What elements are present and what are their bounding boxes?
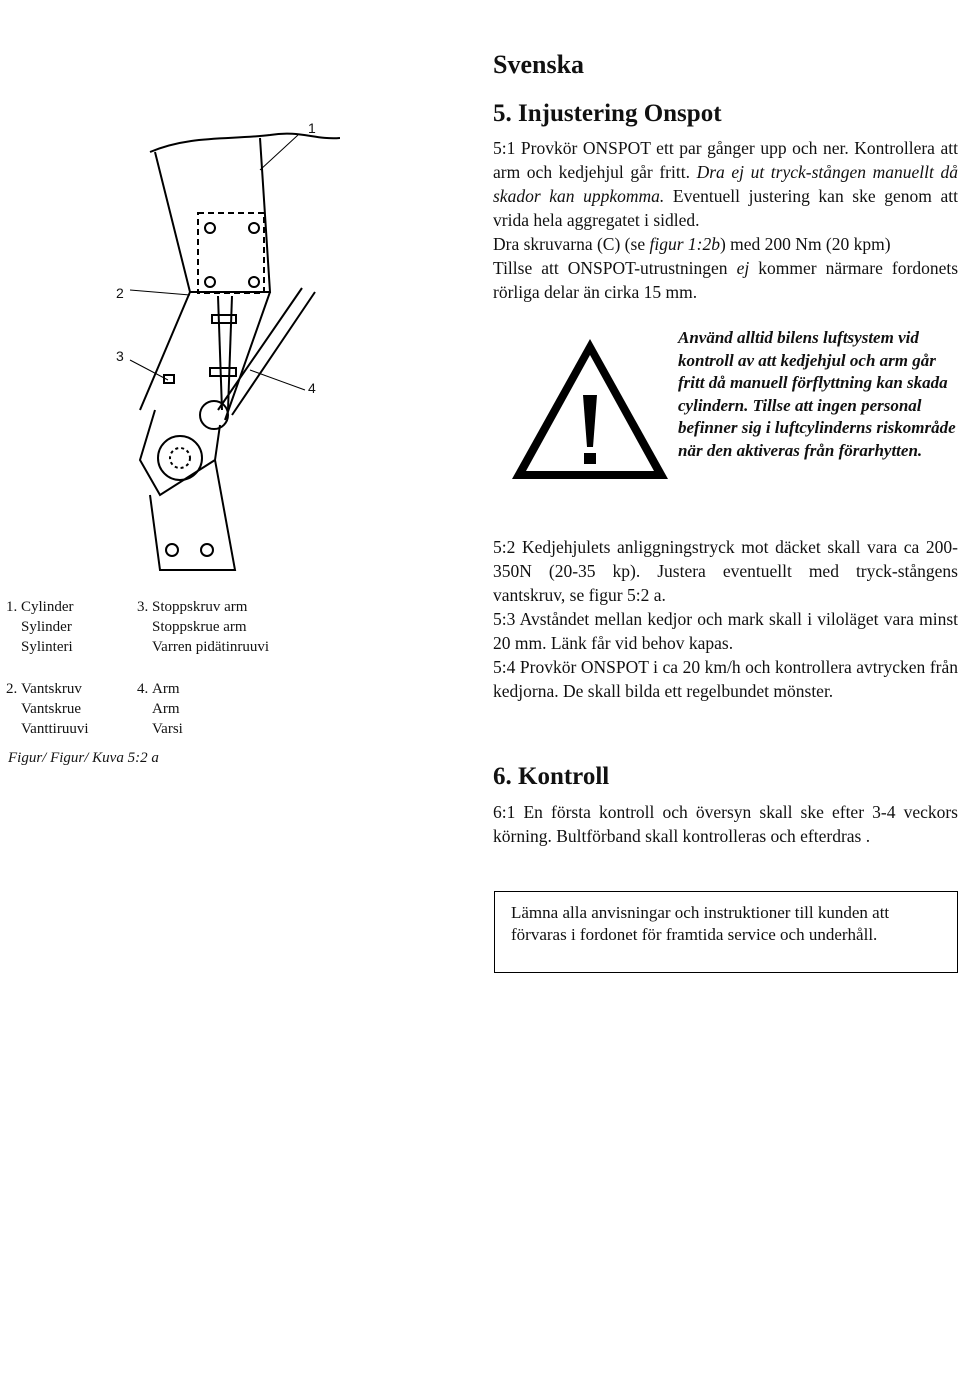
section-5-heading: 5. Injustering Onspot	[493, 100, 722, 127]
callout-4: 4	[308, 380, 316, 396]
section-5-text-continued	[493, 535, 958, 703]
warning-triangle-icon	[508, 335, 672, 485]
paragraph-5-3: 5:3 Avståndet mellan kedjor och mark skall i viloläget vara minst 20 mm. Länk får vid behov kapas.	[493, 609, 958, 653]
paragraph-torque: Dra skruvarna (C) (se figur 1:2b) med 200 Nm (20 kpm)	[493, 234, 891, 254]
figure-caption: Figur/ Figur/ Kuva 5:2 a	[8, 750, 159, 766]
mount-plate	[198, 213, 264, 293]
paragraph-5-1: 5:1 Provkör ONSPOT ett par gånger upp och ner. Kontrollera att arm och kedjehjul går fritt. Dra ej ut tryck-stången manuellt då skador kan uppkomma. Eventuell justering kan ske genom att vrida hela aggregatet i sidled.	[493, 138, 958, 230]
callout-2: 2	[116, 285, 124, 301]
language-heading: Svenska	[493, 50, 585, 79]
technical-figure	[100, 110, 340, 580]
paragraph-6-1: 6:1 En första kontroll och översyn skall ske efter 3-4 veckors körning. Bultförband skall kontrolleras och efterdras .	[493, 802, 958, 846]
callout-1: 1	[308, 120, 316, 136]
notice-box: Lämna alla anvisningar och instruktioner till kunden att förvaras i fordonet för framtida service och underhåll.	[494, 891, 958, 973]
section-6-text	[493, 800, 958, 848]
paragraph-5-2: 5:2 Kedjehjulets anliggningstryck mot däcket skall vara ca 200-350N (20-35 kp). Justera eventuellt med tryck-stångens vantskruv, se figur 5:2 a.	[493, 537, 958, 605]
section-6-heading: 6. Kontroll	[493, 763, 610, 790]
break-line	[150, 134, 340, 152]
paragraph-5-4: 5:4 Provkör ONSPOT i ca 20 km/h och kontrollera avtrycken från kedjorna. De skall bilda ett regelbundet mönster.	[493, 657, 958, 701]
section-5-text	[493, 136, 958, 304]
figure-legend: 1. Cylinder Sylinder Sylinteri 2. Vantskruv Vantskrue Vanttiruuvi 3. Stoppskruv arm Stoppskrue arm Varren pidätinruuvi 4. Arm Arm Varsi	[6, 599, 270, 737]
warning-text: Använd alltid bilens luftsystem vid kontroll av att kedjehjul och arm går fritt då manuell förflyttning kan skada cylindern. Tillse att ingen personal befinner sig i luftcylinderns riskområde när den aktiveras från förarhytten.	[678, 328, 956, 460]
paragraph-clearance: Tillse att ONSPOT-utrustningen ej kommer närmare fordonets rörliga delar än cirka 15 mm.	[493, 258, 959, 302]
callout-3: 3	[116, 348, 124, 364]
